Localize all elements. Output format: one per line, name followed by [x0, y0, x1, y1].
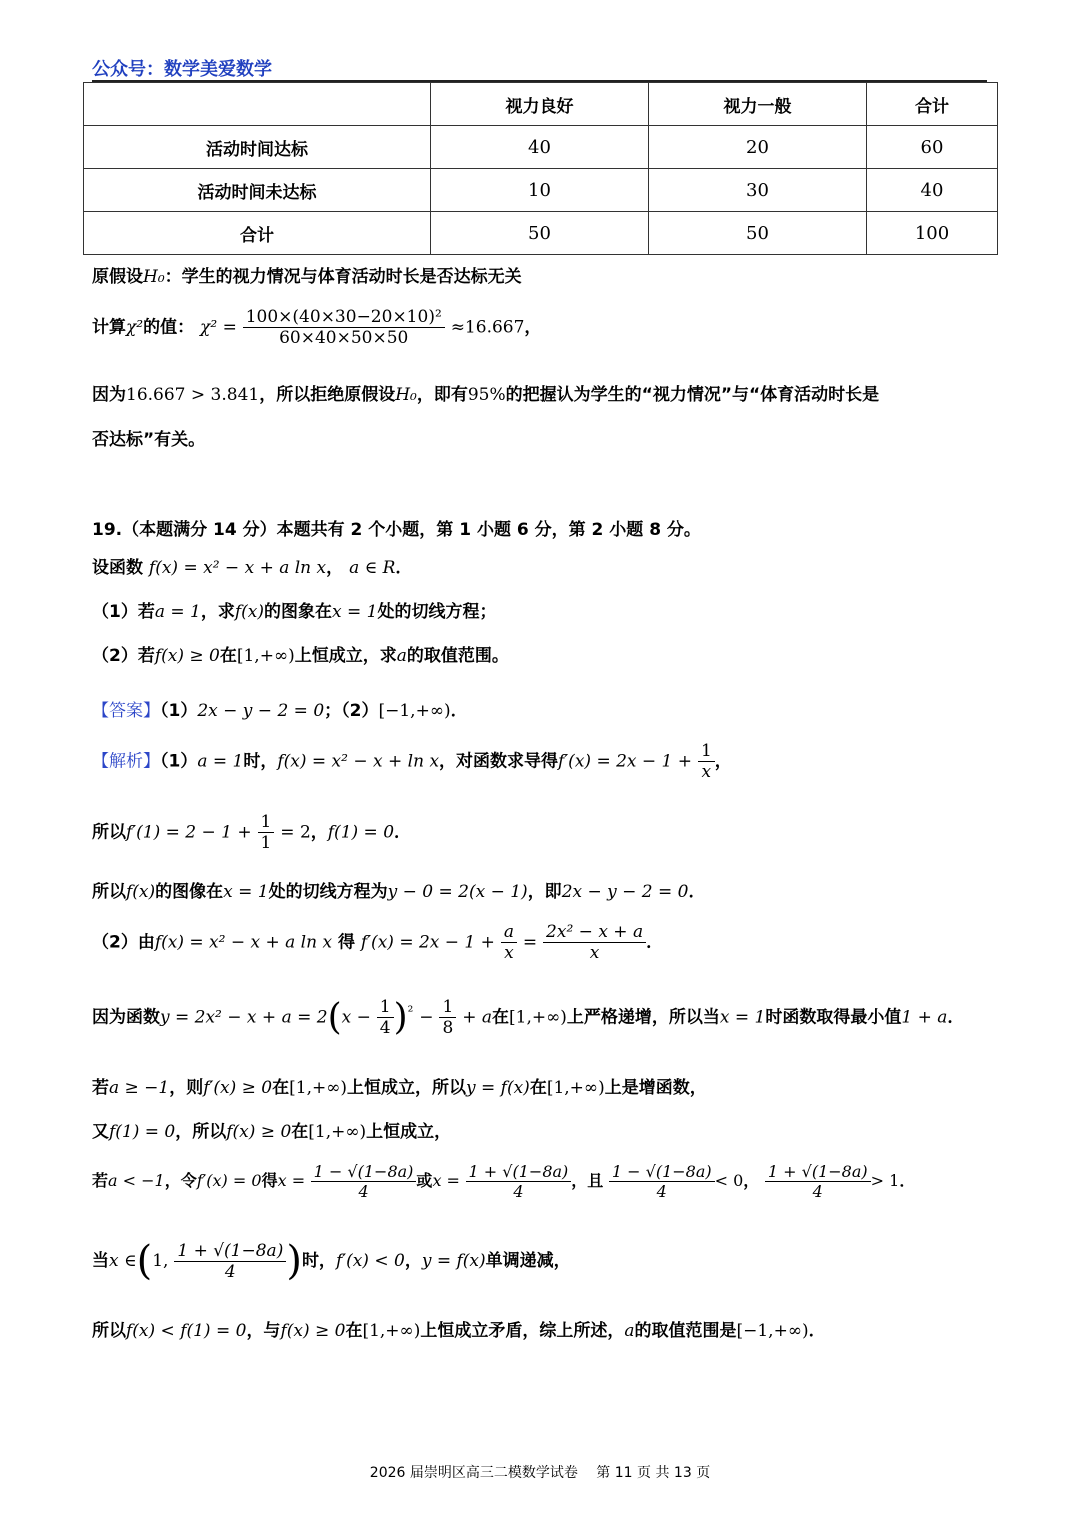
text: ，求 [200, 602, 235, 622]
numerator: 1 [377, 997, 394, 1018]
answer-line [92, 696, 468, 721]
numerator: a [501, 922, 517, 943]
analysis-line-2 [92, 812, 411, 853]
text: ，即有 [416, 385, 468, 405]
text: ． [450, 701, 468, 721]
analysis-line-6 [92, 1073, 707, 1098]
row-label: 合计 [84, 212, 431, 255]
question-title: 19.（本题满分 14 分）本题共有 2 个小题，第 1 小题 6 分，第 2 小题 8 分。 [92, 520, 701, 540]
text: 时， [243, 751, 278, 772]
math: > 1 [870, 1171, 900, 1190]
text: 或 [416, 1171, 433, 1190]
fraction [543, 922, 646, 963]
text: 处的切线方程； [377, 602, 497, 622]
text: 的把握认为学生的“视力情况”与“体育活动时长是 [505, 385, 880, 405]
text: ， [404, 1251, 422, 1271]
table-header-cell: 视力良好 [431, 83, 649, 126]
analysis-line-5 [92, 997, 964, 1038]
text: 所以 [92, 882, 126, 902]
analysis-line-1 [92, 741, 732, 782]
math: f(1) = 0 [109, 1122, 176, 1142]
analysis-line-4 [92, 922, 663, 963]
math: x = [432, 1171, 460, 1190]
text: 计算 [92, 317, 126, 338]
math: a = 1 [197, 751, 244, 772]
table-cell: 30 [649, 169, 867, 212]
text: 处的切线方程为 [268, 882, 388, 902]
math: H₀ [395, 385, 417, 405]
denominator: 8 [442, 1018, 454, 1038]
math: f(x) ≥ 0 [154, 646, 220, 666]
math: [1,+∞) [236, 646, 295, 666]
numerator: 1 [258, 812, 275, 833]
text: （1） [160, 751, 198, 772]
fraction [609, 1162, 715, 1201]
math: ≈16.667 [450, 317, 525, 338]
math: a < −1 [108, 1171, 165, 1190]
math: f′(x) = 0 [196, 1171, 262, 1190]
table-row [84, 126, 998, 169]
math: − [419, 1007, 434, 1028]
text: 的取值范围是 [634, 1321, 737, 1341]
fraction [501, 922, 517, 963]
math: [−1,+∞) [378, 701, 451, 721]
denominator: 4 [358, 1182, 369, 1201]
fraction [258, 812, 275, 853]
text: 的值： [143, 317, 195, 338]
page-footer: 2026 届崇明区高三二模数学试卷 第 11 页 共 13 页 [369, 1465, 711, 1481]
analysis-line-7 [92, 1117, 451, 1142]
math: f′(x) = 2x − 1 + [360, 932, 495, 953]
text: 得 [261, 1171, 278, 1190]
math: [−1,+∞) [736, 1321, 809, 1341]
fraction [765, 1162, 871, 1201]
text: 在 [291, 1122, 309, 1142]
table-cell: 50 [649, 212, 867, 255]
text: 设函数 [92, 558, 143, 578]
table-header-cell [84, 83, 431, 126]
channel-label: 公众号：数学美爱数学 [92, 59, 272, 80]
math: x ∈ [109, 1251, 137, 1271]
text: 在 [219, 646, 237, 666]
table-row [84, 169, 998, 212]
numerator: 2x² − x + a [543, 922, 646, 943]
math: [1,+∞) [509, 1007, 567, 1028]
contingency-table [83, 82, 998, 255]
math: a ∈ R [349, 558, 396, 578]
numerator: 1 + √(1−8a) [174, 1241, 286, 1262]
text: 的图象在 [264, 602, 333, 622]
text: ，所以拒绝原假设 [259, 385, 396, 405]
paren-left: ( [136, 1238, 153, 1284]
math: f(x) ≥ 0 [280, 1321, 346, 1341]
paren-right: ) [286, 1238, 302, 1284]
text: 又 [92, 1122, 109, 1142]
text: 时， [301, 1251, 336, 1271]
denominator: 60×40×50×50 [279, 328, 409, 348]
math: x − [341, 1007, 371, 1028]
text: ， [714, 751, 732, 772]
fraction [439, 997, 456, 1038]
paren-left: ( [327, 997, 342, 1038]
text: ，即 [527, 882, 562, 902]
math: [1,+∞) [308, 1122, 367, 1142]
text: ，且 [571, 1171, 604, 1190]
numerator: 1 − √(1−8a) [609, 1162, 715, 1182]
table-header-row [84, 83, 998, 126]
text: 单调递减， [485, 1251, 571, 1271]
text: （2）由 [92, 932, 155, 953]
text: 上恒成立，求 [294, 646, 397, 666]
analysis-line-3 [92, 877, 705, 902]
analysis-line-9 [92, 1238, 571, 1284]
exponent: ² [407, 1003, 414, 1020]
math: [1,+∞) [362, 1321, 421, 1341]
table-header-cell: 合计 [867, 83, 998, 126]
text: 在 [492, 1007, 509, 1028]
text: ，对函数求导得 [439, 751, 559, 772]
math: H₀ [143, 267, 165, 287]
text: ． [394, 822, 412, 843]
analysis-line-10 [92, 1316, 826, 1341]
math: < 0 [714, 1171, 744, 1190]
question-part-1 [92, 597, 496, 622]
table-row [84, 212, 998, 255]
conclusion-line-2: 否达标”有关。 [92, 430, 206, 450]
math: a ≥ −1 [109, 1078, 170, 1098]
text: ． [947, 1007, 965, 1028]
numerator: 1 + √(1−8a) [765, 1162, 871, 1182]
text: 若 [92, 1171, 109, 1190]
math: y = f(x) [421, 1251, 486, 1271]
text: 上严格递增，所以当 [566, 1007, 720, 1028]
math: x = 1 [223, 882, 269, 902]
denominator: 1 [260, 833, 272, 853]
math: f(x) ≥ 0 [226, 1122, 292, 1142]
math: = 2 [280, 822, 311, 843]
chi-square-line [92, 307, 541, 348]
table-cell: 100 [867, 212, 998, 255]
text: 的图像在 [155, 882, 224, 902]
text: 时函数取得最小值 [765, 1007, 902, 1028]
table-cell: 40 [431, 126, 649, 169]
text: ，令 [164, 1171, 197, 1190]
text: ，所以 [175, 1122, 227, 1142]
fraction [174, 1241, 286, 1282]
text: （2）若 [92, 646, 155, 666]
math: f(x) [126, 882, 156, 902]
denominator: x [701, 762, 712, 782]
math: f(x) = x² − x + a ln x [154, 932, 333, 953]
text: 因为 [92, 385, 126, 405]
text: ； [324, 701, 342, 721]
question-part-2 [92, 641, 509, 666]
math: 2x − y − 2 = 0 [561, 882, 689, 902]
text: 在 [272, 1078, 290, 1098]
answer-tag: 【答案】 [92, 701, 160, 721]
fraction [698, 741, 715, 782]
table-cell: 60 [867, 126, 998, 169]
fraction [243, 307, 445, 348]
math: f′(x) = 2x − 1 + [558, 751, 693, 772]
text: 在 [529, 1078, 547, 1098]
math: x = 1 [332, 602, 378, 622]
paren-right: ) [393, 997, 408, 1038]
conclusion-line [92, 380, 879, 405]
math: 16.667 > 3.841 [126, 385, 260, 405]
numerator: 100×(40×30−20×10)² [243, 307, 445, 328]
fraction [466, 1162, 572, 1201]
text: 所以 [92, 1321, 126, 1341]
denominator: 4 [656, 1182, 667, 1201]
math: + a [462, 1007, 492, 1028]
denominator: 4 [513, 1182, 524, 1201]
math: f′(1) = 2 − 1 + [126, 822, 252, 843]
math: χ² [126, 317, 144, 338]
text: 因为函数 [92, 1007, 160, 1028]
text: （1） [160, 701, 198, 721]
text: 上恒成立，所以 [347, 1078, 467, 1098]
numerator: 1 [698, 741, 715, 762]
fraction [377, 997, 394, 1038]
math: f(x) = x² − x + a ln x [148, 558, 327, 578]
math: f(x) = x² − x + ln x [277, 751, 440, 772]
denominator: 4 [379, 1018, 391, 1038]
text: 上是增函数， [604, 1078, 707, 1098]
math: 95% [467, 385, 506, 405]
math: f′(x) < 0 [335, 1251, 405, 1271]
math: f(1) = 0 [327, 822, 395, 843]
math: a [396, 646, 407, 666]
math: f(x) [234, 602, 265, 622]
text: 所以 [92, 822, 126, 843]
numerator: 1 − √(1−8a) [311, 1162, 417, 1182]
denominator: 4 [224, 1261, 236, 1282]
math: 1 + a [901, 1007, 948, 1028]
question-function [92, 553, 412, 578]
math: f(x) < f(1) = 0 [126, 1321, 247, 1341]
row-label: 活动时间达标 [84, 126, 431, 169]
text: 得 [337, 932, 355, 953]
text: ， [524, 317, 542, 338]
math: y = 2x² − x + a = 2 [160, 1007, 328, 1028]
math: x = [277, 1171, 306, 1190]
text: ． [808, 1321, 826, 1341]
table-cell: 50 [431, 212, 649, 255]
numerator: 1 [439, 997, 456, 1018]
text: 当 [92, 1251, 109, 1271]
math: a [624, 1321, 635, 1341]
math: [1,+∞) [546, 1078, 605, 1098]
text: ． [395, 558, 413, 578]
text: ，与 [246, 1321, 281, 1341]
text: ． [899, 1171, 916, 1190]
denominator: x [504, 943, 514, 963]
fraction [311, 1162, 417, 1201]
hypothesis-line [92, 262, 522, 287]
math: 1, [152, 1251, 169, 1271]
math: f′(x) ≥ 0 [203, 1078, 273, 1098]
denominator: 4 [812, 1182, 823, 1201]
text: 在 [345, 1321, 363, 1341]
text: 上恒成立矛盾，综上所述， [420, 1321, 625, 1341]
table-cell: 10 [431, 169, 649, 212]
text: ， [310, 822, 328, 843]
table-cell: 20 [649, 126, 867, 169]
analysis-line-8 [92, 1162, 915, 1201]
text: （2） [341, 701, 379, 721]
math: [1,+∞) [289, 1078, 348, 1098]
text: （1）若 [92, 602, 155, 622]
math: = [522, 932, 538, 953]
math: y = f(x) [466, 1078, 530, 1098]
denominator: x [589, 943, 600, 963]
math: y − 0 = 2(x − 1) [387, 882, 528, 902]
math: χ² = [200, 317, 237, 338]
text: ，则 [169, 1078, 204, 1098]
numerator: 1 + √(1−8a) [466, 1162, 572, 1182]
text: 若 [92, 1078, 109, 1098]
math: x = 1 [719, 1007, 766, 1028]
text: 的取值范围。 [406, 646, 509, 666]
math: a = 1 [154, 602, 201, 622]
math: 2x − y − 2 = 0 [197, 701, 325, 721]
analysis-tag: 【解析】 [92, 751, 160, 772]
table-cell: 40 [867, 169, 998, 212]
text: ， [326, 558, 344, 578]
text: ． [646, 932, 664, 953]
text: 上恒成立， [366, 1122, 452, 1142]
table-header-cell: 视力一般 [649, 83, 867, 126]
text: ， [743, 1171, 760, 1190]
row-label: 活动时间未达标 [84, 169, 431, 212]
text: ． [688, 882, 706, 902]
text: 原假设 [92, 267, 143, 287]
text: ：学生的视力情况与体育活动时长是否达标无关 [164, 267, 522, 287]
